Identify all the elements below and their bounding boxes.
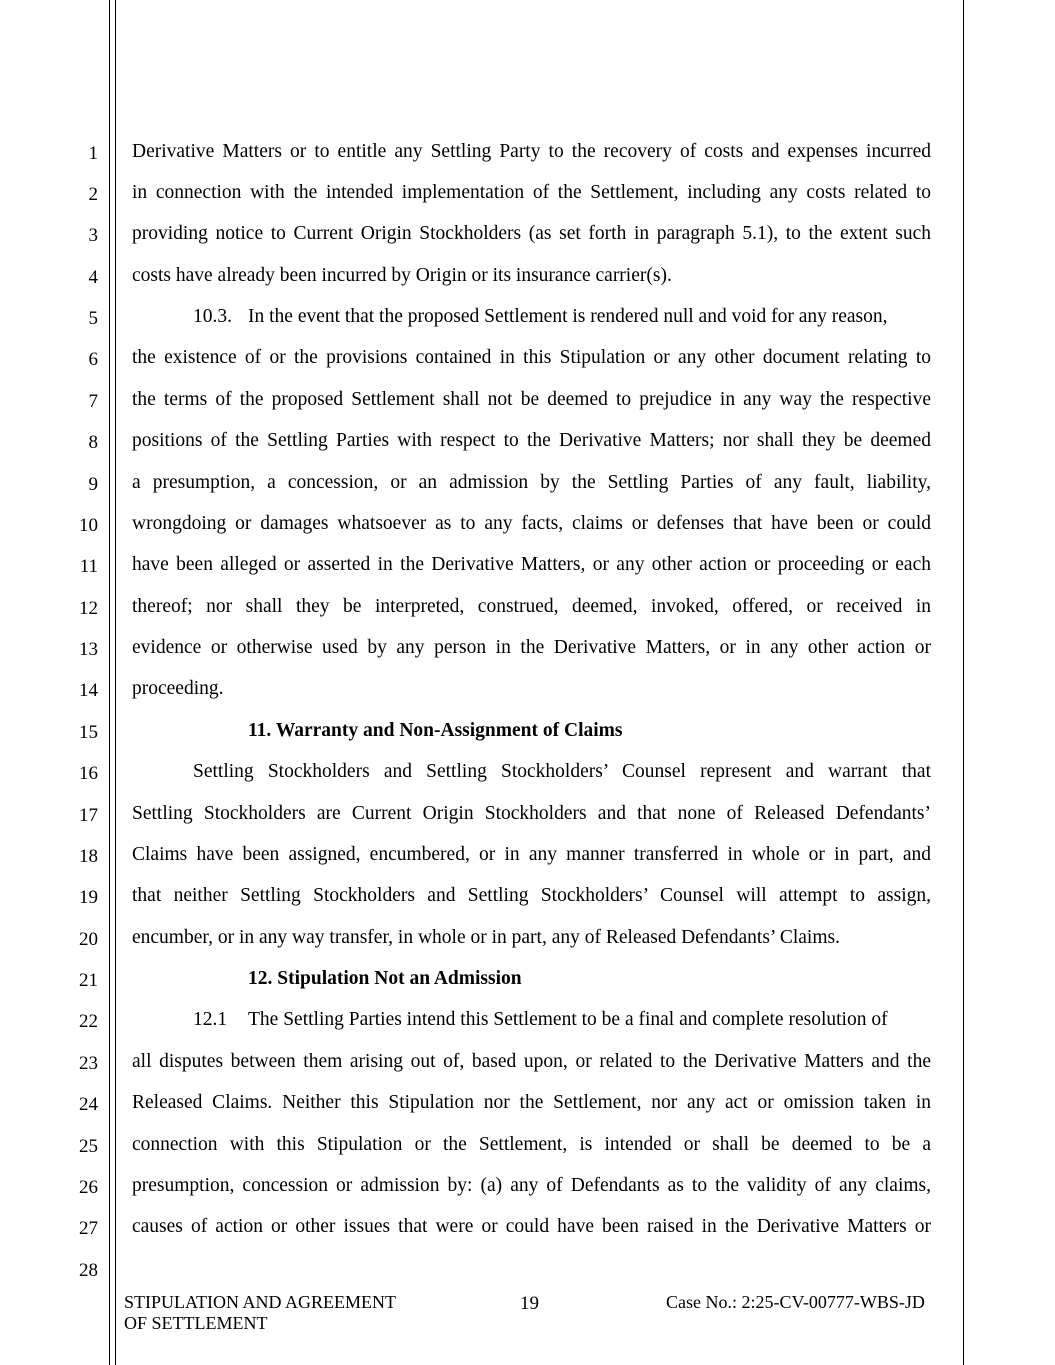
left-margin-rule-outer: [109, 0, 110, 1365]
paragraph-10-3: [193, 305, 931, 329]
line-number: 9: [88, 474, 98, 495]
line-number: 15: [79, 722, 98, 743]
line-number: 7: [88, 391, 98, 412]
footer-title: [124, 1292, 396, 1334]
paragraph-12-1: [193, 1008, 931, 1032]
line-number: 16: [79, 763, 98, 784]
footer-title-line: STIPULATION AND AGREEMENT: [124, 1292, 396, 1312]
line-number: 20: [79, 929, 98, 950]
body-line: thereof; nor shall they be interpreted, construed, deemed, invoked, offered, or received in: [132, 596, 931, 617]
line-number: 3: [88, 225, 98, 246]
line-number: 12: [79, 598, 98, 619]
section-heading-11: 11. Warranty and Non-Assignment of Claims: [248, 720, 623, 741]
line-number: 8: [88, 432, 98, 453]
body-line: all disputes between them arising out of, based upon, or related to the Derivative Matters and the: [132, 1051, 931, 1072]
line-number: 21: [79, 970, 98, 991]
line-number: 24: [79, 1094, 98, 1115]
body-line: Settling Stockholders and Settling Stockholders’ Counsel represent and warrant that: [193, 761, 931, 782]
line-number: 19: [79, 887, 98, 908]
body-line: Derivative Matters or to entitle any Settling Party to the recovery of costs and expenses incurred: [132, 141, 931, 162]
body-line: the terms of the proposed Settlement shall not be deemed to prejudice in any way the respective: [132, 389, 931, 410]
body-line: have been alleged or asserted in the Derivative Matters, or any other action or proceeding or each: [132, 554, 931, 575]
line-number: 10: [79, 515, 98, 536]
line-number: 4: [88, 267, 98, 288]
body-line: proceeding.: [132, 678, 224, 699]
case-number: Case No.: 2:25-CV-00777-WBS-JD: [666, 1292, 925, 1312]
line-number: 14: [79, 680, 98, 701]
line-number: 27: [79, 1218, 98, 1239]
line-number: 1: [88, 143, 98, 164]
body-text: The Settling Parties intend this Settlement to be a final and complete resolution of: [248, 1009, 888, 1030]
line-number: 13: [79, 639, 98, 660]
section-number: 10.3.: [193, 306, 232, 327]
body-line: positions of the Settling Parties with respect to the Derivative Matters; nor shall they be deemed: [132, 430, 931, 451]
line-number: 17: [79, 805, 98, 826]
body-line: causes of action or other issues that were or could have been raised in the Derivative Matters or: [132, 1216, 931, 1237]
line-number: 23: [79, 1053, 98, 1074]
body-line: evidence or otherwise used by any person in the Derivative Matters, or in any other action or: [132, 637, 931, 658]
line-number: 11: [79, 556, 98, 577]
body-line: Released Claims. Neither this Stipulation nor the Settlement, nor any act or omission taken in: [132, 1092, 931, 1113]
page-number: 19: [520, 1293, 539, 1314]
section-heading-12: 12. Stipulation Not an Admission: [248, 968, 522, 989]
body-line: Claims have been assigned, encumbered, or in any manner transferred in whole or in part, and: [132, 844, 931, 865]
footer-title-line: OF SETTLEMENT: [124, 1313, 268, 1333]
line-number: 22: [79, 1011, 98, 1032]
body-line: Settling Stockholders are Current Origin Stockholders and that none of Released Defendants’: [132, 803, 931, 824]
body-text: In the event that the proposed Settlement is rendered null and void for any reason,: [248, 306, 888, 327]
line-number: 2: [88, 184, 98, 205]
body-line: wrongdoing or damages whatsoever as to any facts, claims or defenses that have been or could: [132, 513, 931, 534]
line-number: 25: [79, 1136, 98, 1157]
section-number: 12.1: [193, 1009, 228, 1030]
right-margin-rule: [963, 0, 964, 1365]
body-line: presumption, concession or admission by: (a) any of Defendants as to the validity of any claims,: [132, 1175, 931, 1196]
body-line: encumber, or in any way transfer, in whole or in part, any of Released Defendants’ Claims.: [132, 927, 840, 948]
line-number: 28: [79, 1260, 98, 1281]
left-margin-rule-inner: [115, 0, 116, 1365]
body-line: connection with this Stipulation or the Settlement, is intended or shall be deemed to be a: [132, 1134, 931, 1155]
body-line: providing notice to Current Origin Stockholders (as set forth in paragraph 5.1), to the extent such: [132, 223, 931, 244]
body-line: costs have already been incurred by Origin or its insurance carrier(s).: [132, 265, 672, 286]
line-number: 6: [88, 349, 98, 370]
body-line: in connection with the intended implementation of the Settlement, including any costs related to: [132, 182, 931, 203]
body-line: the existence of or the provisions contained in this Stipulation or any other document relating to: [132, 347, 931, 368]
line-number: 5: [88, 308, 98, 329]
body-line: a presumption, a concession, or an admission by the Settling Parties of any fault, liability,: [132, 472, 931, 493]
line-number: 26: [79, 1177, 98, 1198]
line-number: 18: [79, 846, 98, 867]
body-line: that neither Settling Stockholders and Settling Stockholders’ Counsel will attempt to assign,: [132, 885, 931, 906]
